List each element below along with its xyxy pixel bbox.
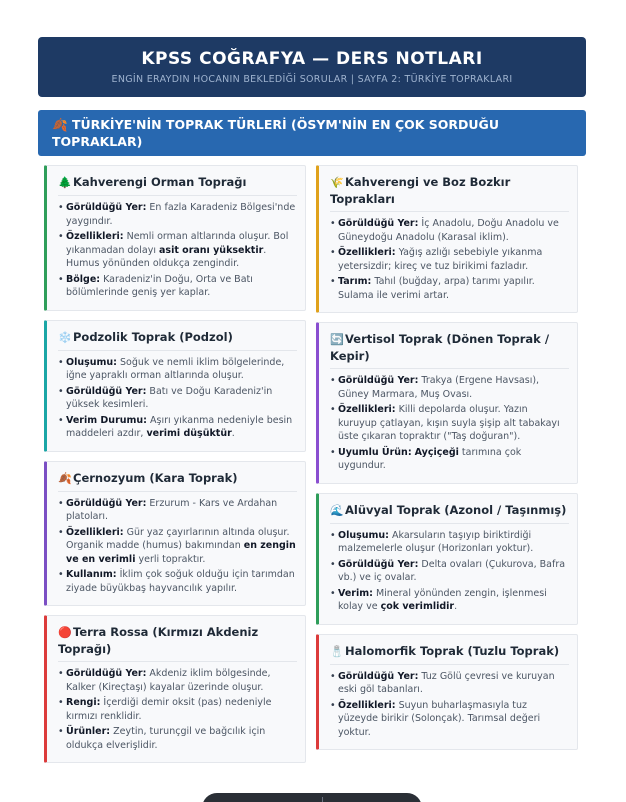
card-title-text: Vertisol Toprak (Dönen Toprak / Kepir) — [330, 332, 550, 363]
item-text: İçerdiği demir oksit (pas) nedeniyle kırmızı renklidir. — [66, 697, 272, 722]
card-kahverengi-orman — [44, 165, 306, 311]
item-text: yerli topraktır. — [135, 553, 206, 565]
item-text: İç Anadolu, Doğu Anadolu ve Güneydoğu Anadolu (Karasal iklim). — [338, 218, 559, 243]
item-text: Tuz Gölü çevresi ve kuruyan eski göl tabanları. — [338, 670, 555, 695]
list-item — [330, 558, 569, 585]
list-item — [58, 356, 297, 383]
item-label: Özellikleri: — [66, 526, 124, 538]
right-column — [316, 165, 578, 759]
bottom-toolbar[interactable] — [202, 793, 422, 802]
item-label: Tarım: — [338, 276, 372, 287]
item-text: Killi depolarda oluşur. Yazın kuruyup çatlayan, kışın suyla şişip alt tabakayı üste çıkaran topraktır ("Taş doğuran"). — [338, 404, 560, 442]
card-vertisol — [316, 322, 578, 484]
card-item-list — [330, 670, 569, 740]
card-title-text: Terra Rossa (Kırmızı Akdeniz Toprağı) — [58, 625, 259, 656]
leaf-icon: 🍂 — [52, 117, 68, 132]
card-title-text: Alüvyal Toprak (Azonol / Taşınmış) — [345, 502, 567, 517]
item-text: . — [231, 428, 235, 439]
item-emphasis: verimi düşüktür — [146, 428, 232, 439]
item-text: Mineral yönünden zengin, işlenmesi kolay ve — [338, 587, 547, 612]
card-item-list — [330, 217, 569, 302]
item-emphasis: en zengin ve en verimli — [66, 540, 296, 565]
card-item-list — [330, 374, 569, 473]
salt-icon: 🧂 — [330, 644, 344, 658]
item-text: Karadeniz'in Doğu, Orta ve Batı bölümlerinde geniş yer kaplar. — [66, 273, 253, 298]
card-kahverengi-boz — [316, 165, 578, 313]
item-label: Görüldüğü Yer: — [338, 218, 419, 229]
item-label: Görüldüğü Yer: — [338, 558, 419, 570]
list-item — [58, 725, 297, 752]
page-title: KPSS COĞRAFYA — DERS NOTLARI — [141, 49, 483, 69]
card-title-text: Çernozyum (Kara Toprak) — [73, 470, 238, 485]
list-item — [330, 699, 569, 740]
item-label: Ürünler: — [66, 726, 111, 737]
item-text: Suyun buharlaşmasıyla tuz yüzeyde birikir (Solonçak). Tarımsal değeri yoktur. — [338, 699, 541, 738]
item-text: Trakya (Ergene Havsası), Güney Marmara, Muş Ovası. — [338, 375, 540, 400]
card-title — [330, 643, 569, 665]
list-item — [58, 696, 297, 723]
item-text: Soğuk ve nemli iklim bölgelerinde, iğne yapraklı orman altlarında oluşur. — [66, 356, 285, 381]
item-label: Görüldüğü Yer: — [66, 668, 147, 679]
list-item — [58, 667, 297, 694]
card-aluvyal — [316, 493, 578, 625]
item-text: Zeytin, turunçgil ve bağcılık için oldukça elverişlidir. — [66, 726, 266, 751]
wave-icon: 🌊 — [330, 503, 344, 517]
item-label: Özellikleri: — [66, 231, 124, 242]
card-item-list — [58, 497, 297, 596]
list-item — [58, 273, 297, 300]
item-text: Tahıl (buğday, arpa) tarımı yapılır. Sulama ile verimi artar. — [338, 276, 535, 301]
item-text: En fazla Karadeniz Bölgesi'nde yaygındır. — [66, 202, 296, 227]
list-item — [330, 670, 569, 697]
item-text: Nemli orman altlarında oluşur. Bol yıkanmadan dolayı — [66, 231, 289, 256]
item-label: Kullanım: — [66, 569, 117, 580]
left-column — [44, 165, 306, 772]
item-text: . Humus yönünden oldukça zengindir. — [66, 244, 267, 269]
card-title-text: Kahverengi Orman Toprağı — [73, 175, 247, 189]
list-item — [58, 385, 297, 412]
item-label: Uyumlu Ürün: — [338, 446, 412, 458]
card-item-list — [58, 201, 297, 300]
item-label: Verim Durumu: — [66, 414, 147, 426]
list-item — [58, 201, 297, 228]
card-item-list — [330, 529, 569, 614]
item-text: İklim çok soğuk olduğu için tarımdan ziyade büyükbaş hayvancılık yapılır. — [66, 569, 295, 594]
item-label: Özellikleri: — [338, 699, 396, 711]
tree-icon: 🌲 — [58, 176, 72, 189]
card-halomorfik — [316, 634, 578, 751]
list-item — [58, 497, 297, 524]
card-cernozyum — [44, 461, 306, 607]
card-terra-rossa — [44, 615, 306, 763]
item-text: Gür yaz çayırlarının altında oluşur. Organik madde (humus) bakımından — [66, 526, 290, 551]
section-heading — [38, 110, 586, 156]
item-text: Batı ve Doğu Karadeniz'in yüksek kesimleri. — [66, 385, 273, 410]
item-label: Oluşumu: — [66, 356, 117, 368]
item-label: Görüldüğü Yer: — [66, 497, 147, 509]
card-title — [58, 174, 297, 196]
card-item-list — [58, 667, 297, 752]
card-title-text: Halomorfik Toprak (Tuzlu Toprak) — [345, 643, 560, 658]
item-label: Bölge: — [66, 273, 101, 285]
item-text: Akarsuların taşıyıp biriktirdiği malzemelerle oluşur (Horizonları yoktur). — [338, 529, 534, 554]
item-label: Rengi: — [66, 697, 101, 708]
list-item — [58, 230, 297, 271]
item-text: Akdeniz iklim bölgesinde, Kalker (Kireçtaşı) kayalar üzerinde oluşur. — [66, 668, 271, 693]
card-title-text: Podzolik Toprak (Podzol) — [73, 329, 233, 344]
section-title: TÜRKİYE'NİN TOPRAK TÜRLERİ (ÖSYM'NİN EN ÇOK SORDUĞU TOPRAKLAR) — [52, 117, 499, 149]
card-title — [330, 174, 569, 212]
card-title — [330, 331, 569, 369]
item-emphasis: asit oranı yüksektir — [159, 244, 264, 256]
wheat-icon: 🌾 — [330, 176, 344, 189]
red-circle-icon: 🔴 — [58, 626, 72, 639]
card-title — [58, 624, 297, 662]
list-item — [330, 374, 569, 401]
item-label: Görüldüğü Yer: — [66, 202, 147, 213]
card-podzolik — [44, 320, 306, 452]
item-text: Erzurum - Kars ve Ardahan platoları. — [66, 497, 278, 522]
toolbar-divider — [322, 797, 323, 802]
card-title — [58, 329, 297, 351]
item-text: Delta ovaları (Çukurova, Bafra vb.) ve iç ovalar. — [338, 558, 566, 583]
item-emphasis: çok verimlidir — [380, 601, 455, 612]
card-item-list — [58, 356, 297, 441]
card-title — [330, 502, 569, 524]
item-label: Görüldüğü Yer: — [338, 670, 419, 682]
page-subtitle: ENGİN ERAYDIN HOCANIN BEKLEDİĞİ SORULAR | SAYFA 2: TÜRKİYE TOPRAKLARI — [111, 74, 513, 85]
item-label: Görüldüğü Yer: — [66, 385, 147, 397]
page-header — [38, 37, 586, 97]
list-item — [58, 526, 297, 567]
item-text: tarımına çok uygundur. — [338, 446, 522, 471]
item-label: Görüldüğü Yer: — [338, 375, 419, 386]
item-label: Özellikleri: — [338, 247, 396, 258]
card-title-text: Kahverengi ve Boz Bozkır Toprakları — [330, 175, 511, 206]
list-item — [330, 446, 569, 473]
list-item — [330, 217, 569, 244]
list-item — [330, 246, 569, 273]
item-emphasis: Ayçiçeği — [414, 446, 459, 458]
item-label: Verim: — [338, 587, 373, 599]
card-title — [58, 470, 297, 492]
item-label: Özellikleri: — [338, 404, 396, 415]
list-item — [330, 587, 569, 614]
list-item — [330, 403, 569, 444]
list-item — [58, 414, 297, 441]
item-text: . — [454, 601, 458, 612]
list-item — [330, 275, 569, 302]
item-text: Aşırı yıkanma nedeniyle besin maddeleri azdır, — [66, 414, 293, 439]
list-item — [58, 568, 297, 595]
cycle-icon: 🔄 — [330, 333, 344, 346]
item-text: Yağış azlığı sebebiyle yıkanma yetersizdir; kireç ve tuz birikimi fazladır. — [338, 247, 543, 272]
snowflake-icon: ❄️ — [58, 330, 72, 344]
leaf-icon: 🍂 — [58, 471, 72, 485]
item-label: Oluşumu: — [338, 529, 389, 541]
list-item — [330, 529, 569, 556]
